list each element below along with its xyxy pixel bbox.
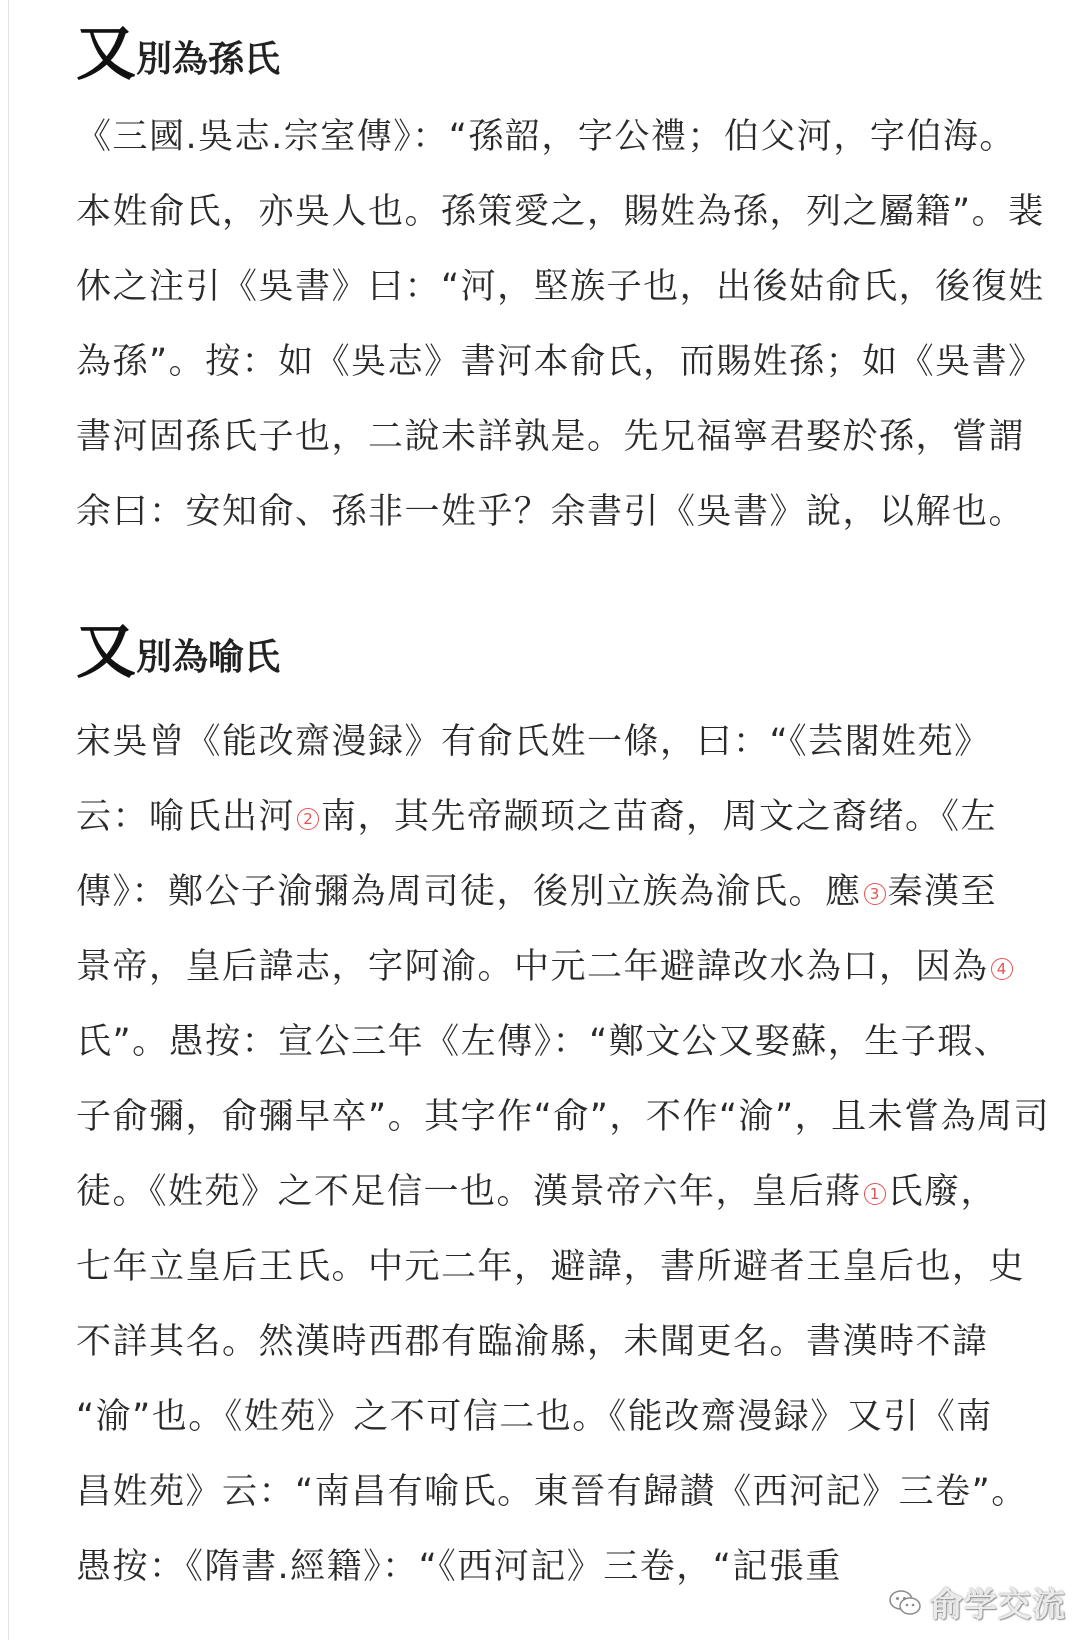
watermark-text: 俞学交流 [930,1585,1066,1624]
text-line: 昌姓苑》云：“南昌有喻氏。東晉有歸讃《西河記》三卷”。 [76,1472,1028,1512]
text-line: 休之注引《吳書》曰：“河，堅族子也，出後姑俞氏，後復姓 [76,267,1045,307]
heading-initial: 又 [76,617,134,687]
left-margin-rule [8,0,9,1640]
text-line: 氏”。愚按：宣公三年《左傳》：“鄭文公又娶蘇，生子瑕、 [76,1022,1011,1062]
text-segment: 景帝，皇后諱志，字阿渝。中元二年避諱改水為口，因為 [76,947,989,987]
section-heading-sun [76,19,281,89]
text-line: 《三國.吳志.宗室傳》：“孫韶，字公禮；伯父河，字伯海。 [76,117,1016,157]
text-line [76,855,1050,930]
text-line: 不詳其名。然漢時西郡有臨渝縣，未聞更名。書漢時不諱 [76,1322,989,1362]
heading-title: 別為喻氏 [136,637,281,678]
text-segment: 氏廢， [887,1172,998,1212]
footnote-marker: 4 [991,958,1013,980]
paragraph-sun [76,100,1045,550]
watermark [888,1579,1066,1626]
text-segment: 秦漢至 [887,872,998,912]
paragraph-yu [76,705,1050,1605]
footnote-marker: 1 [864,1183,886,1205]
text-line [76,930,1050,1005]
text-line: “渝”也。《姓苑》之不可信二也。《能改齋漫録》又引《南 [76,1397,993,1437]
text-segment: 南，其先帝颛顼之苗裔，周文之裔绪。《左 [321,797,998,837]
text-line: 七年立皇后王氏。中元二年，避諱，書所避者王皇后也，史 [76,1247,1026,1287]
text-line: 子俞彌，俞彌早卒”。其字作“俞”，不作“渝”，且未嘗為周司 [76,1097,1051,1137]
text-line [76,1155,1050,1230]
text-line: 本姓俞氏，亦吳人也。孫策愛之，賜姓為孫，列之屬籍”。裴 [76,192,1045,232]
text-segment: 傳》：鄭公子渝彌為周司徒，後別立族為渝氏。應 [76,872,862,912]
heading-title: 別為孫氏 [136,39,281,80]
heading-initial: 又 [76,19,134,89]
wechat-icon [888,1589,922,1617]
text-segment: 徒。《姓苑》之不足信一也。漢景帝六年，皇后蔣 [76,1172,862,1212]
text-line: 書河固孫氏子也，二說未詳孰是。先兄福寧君娶於孫，嘗謂 [76,417,1026,457]
text-line [76,780,1050,855]
text-line: 余曰：安知俞、孫非一姓乎？余書引《吳書》說，以解也。 [76,492,1026,532]
footnote-marker: 2 [297,808,319,830]
footnote-marker: 3 [864,883,886,905]
section-heading-yu [76,617,281,687]
text-line: 愚按：《隋書.經籍》：“《西河記》三卷，“記張重 [76,1547,842,1587]
text-line: 宋吳曾《能改齋漫録》有俞氏姓一條，曰：“《芸閣姓苑》 [76,722,991,762]
text-line: 為孫”。按：如《吳志》書河本俞氏，而賜姓孫；如《吳書》 [76,342,1045,382]
text-segment: 云：喻氏出河 [76,797,296,837]
